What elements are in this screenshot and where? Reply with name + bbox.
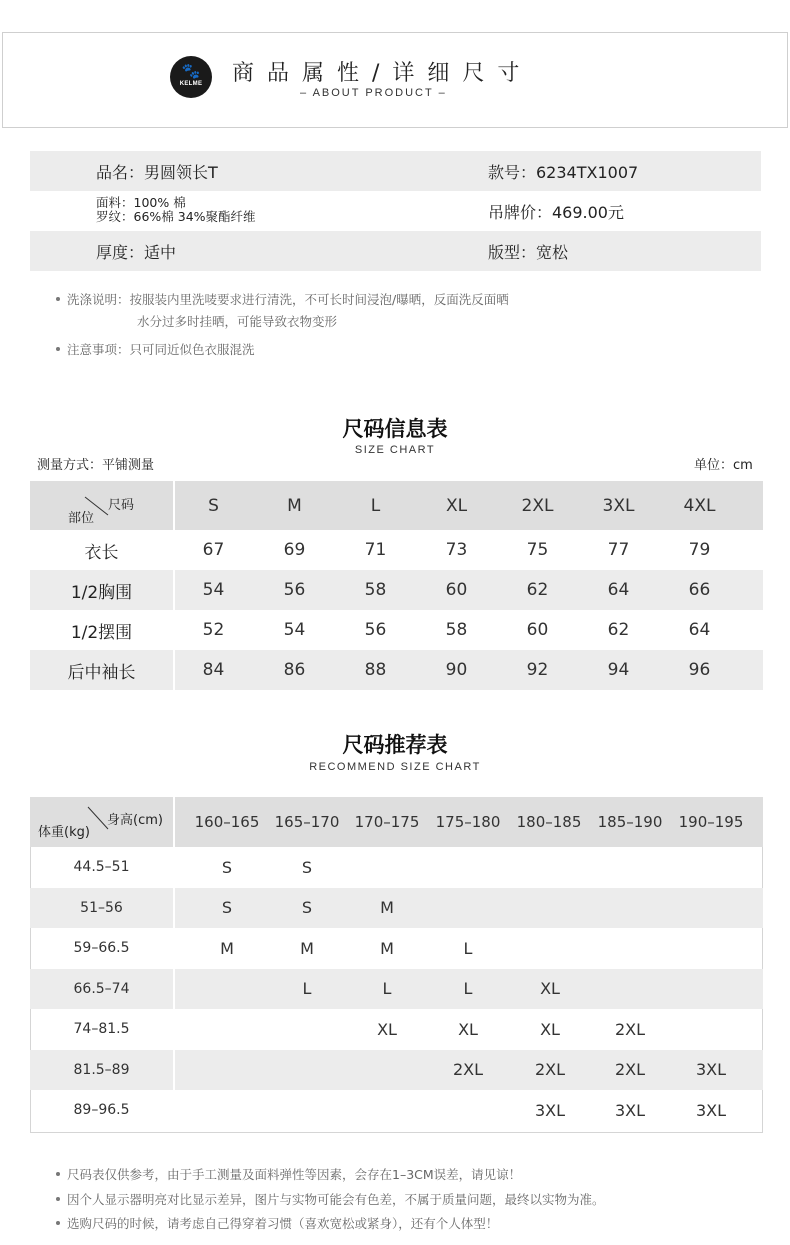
weight-row-label: 89–96.5 (73, 1102, 130, 1119)
column-divider (173, 928, 175, 969)
weight-row-label: 44.5–51 (73, 859, 130, 876)
table-cell: 3XL (534, 1100, 566, 1120)
table-cell (671, 969, 751, 1010)
table-row (30, 888, 763, 929)
table-cell (671, 847, 751, 888)
table-cell: L (463, 979, 473, 999)
table-row (30, 1050, 763, 1091)
row-label: 衣长 (84, 542, 119, 563)
table-cell: 96 (688, 660, 711, 680)
rib-line: 罗纹：66%棉 34%聚酯纤维 (96, 209, 256, 224)
table-cell: M (380, 938, 394, 958)
table-cell (671, 888, 751, 929)
table-cell: 52 (202, 620, 225, 640)
table-cell: 77 (607, 540, 630, 560)
table-cell: 58 (445, 620, 468, 640)
height-col-header: 190–195 (678, 813, 744, 831)
table-cell (428, 1090, 508, 1131)
table-cell: XL (377, 1019, 397, 1039)
table-cell (590, 888, 670, 929)
table-cell: L (463, 938, 473, 958)
corner-cell (30, 481, 173, 530)
table-cell: 90 (445, 660, 468, 680)
table-row (30, 530, 763, 570)
table-cell: XL (458, 1019, 478, 1039)
table-cell (510, 847, 590, 888)
table-row (30, 969, 763, 1010)
table-cell: 3XL (695, 1060, 727, 1080)
corner-bottom-label: 体重(kg) (38, 825, 90, 840)
style-number: 款号：6234TX1007 (488, 162, 639, 182)
height-col-header: 170–175 (354, 813, 420, 831)
table-row (30, 570, 763, 610)
table-cell: 60 (526, 620, 549, 640)
footer-note-text: 选购尺码的时候，请考虑自己得穿着习惯（喜欢宽松或紧身），还有个人体型！ (67, 1216, 499, 1231)
height-col-header: 185–190 (597, 813, 663, 831)
row-label: 1/2摆围 (70, 622, 133, 643)
table-cell: 3XL (614, 1100, 646, 1120)
row-label: 1/2胸围 (70, 582, 133, 603)
table-cell: 67 (202, 540, 225, 560)
table-cell (187, 1009, 267, 1050)
row-label: 后中袖长 (67, 662, 136, 683)
table-cell: 62 (526, 580, 549, 600)
table-cell (428, 888, 508, 929)
height-col-header: 165–170 (274, 813, 340, 831)
header-subtitle: – ABOUT PRODUCT – (300, 87, 447, 99)
table-cell: 56 (364, 620, 387, 640)
column-divider (173, 888, 175, 929)
size-chart-subtitle: SIZE CHART (354, 444, 436, 456)
height-col-header: 180–185 (516, 813, 582, 831)
measure-method: 测量方式：平铺测量 (37, 458, 155, 473)
bullet-icon (56, 1197, 60, 1201)
table-cell: 54 (202, 580, 225, 600)
corner-diagonal (30, 481, 173, 530)
table-cell: 56 (283, 580, 306, 600)
recommend-chart-subtitle: RECOMMEND SIZE CHART (309, 761, 481, 773)
table-cell: 64 (688, 620, 711, 640)
caution-note (56, 340, 255, 358)
table-cell (267, 1009, 347, 1050)
table-cell (590, 928, 670, 969)
weight-row-label: 74–81.5 (73, 1021, 130, 1038)
table-cell: XL (540, 1019, 560, 1039)
table-cell: S (221, 898, 233, 918)
wash-note-text: 洗涤说明：按服装内里洗唛要求进行清洗，不可长时间浸泡/曝晒，反面洗反面晒 (67, 292, 509, 307)
footer-note-3 (56, 1214, 498, 1232)
table-cell (347, 1090, 427, 1131)
column-divider (173, 1009, 175, 1050)
column-divider (173, 797, 175, 847)
size-header-row (30, 481, 763, 530)
size-col-header: L (370, 495, 381, 516)
table-cell: XL (540, 979, 560, 999)
column-divider (173, 1090, 175, 1131)
wash-note (56, 290, 509, 308)
table-cell (187, 969, 267, 1010)
footer-note-1 (56, 1165, 521, 1183)
fabric-info (96, 191, 256, 231)
size-col-header: 2XL (521, 495, 554, 516)
attr-row-thickness (30, 231, 761, 271)
table-cell: 92 (526, 660, 549, 680)
fit-type: 版型：宽松 (488, 242, 569, 262)
caution-note-text: 注意事项：只可同近似色衣服混洗 (67, 342, 255, 357)
table-cell (510, 928, 590, 969)
table-cell (510, 888, 590, 929)
brand-logo (170, 56, 212, 98)
table-row (30, 847, 763, 888)
recommend-header-row (30, 797, 763, 847)
table-cell: 62 (607, 620, 630, 640)
table-cell: 79 (688, 540, 711, 560)
attr-row-name (30, 151, 761, 191)
weight-row-label: 51–56 (80, 899, 123, 916)
table-cell: 66 (688, 580, 711, 600)
table-cell (187, 1090, 267, 1131)
table-cell (671, 1009, 751, 1050)
bullet-icon (56, 347, 60, 351)
unit-label: 单位：cm (694, 458, 753, 473)
table-cell: 54 (283, 620, 306, 640)
fabric-line: 面料：100% 棉 (96, 195, 186, 210)
corner-bottom-label: 部位 (68, 511, 95, 526)
table-row (30, 1090, 763, 1131)
table-cell: M (380, 898, 394, 918)
table-cell: 73 (445, 540, 468, 560)
table-cell: S (301, 857, 313, 877)
weight-row-label: 66.5–74 (73, 980, 130, 997)
table-cell: 2XL (614, 1019, 646, 1039)
table-cell (671, 928, 751, 969)
table-cell: M (220, 938, 234, 958)
table-row (30, 928, 763, 969)
table-cell (347, 1050, 427, 1091)
table-cell: 88 (364, 660, 387, 680)
paw-icon: 🐾 (181, 62, 201, 80)
weight-row-label: 59–66.5 (73, 940, 130, 957)
table-cell: 75 (526, 540, 549, 560)
header-title: 商品属性/详细尺寸 (232, 61, 533, 86)
corner-top-label: 身高(cm) (107, 813, 163, 828)
table-cell: 2XL (614, 1060, 646, 1080)
wash-note-cont: 水分过多时挂晒，可能导致衣物变形 (137, 314, 338, 329)
height-col-header: 175–180 (435, 813, 501, 831)
table-cell: 94 (607, 660, 630, 680)
bullet-icon (56, 297, 60, 301)
column-divider (173, 1050, 175, 1091)
size-col-header: XL (445, 495, 468, 516)
size-col-header: 3XL (602, 495, 635, 516)
size-col-header: S (208, 495, 219, 516)
size-col-header: M (287, 495, 302, 516)
product-name: 品名：男圆领长T (96, 162, 218, 182)
footer-note-text: 尺码表仅供参考，由于手工测量及面料弹性等因素，会存在1–3CM误差，请见谅！ (67, 1167, 522, 1182)
table-cell: 84 (202, 660, 225, 680)
table-cell (267, 1090, 347, 1131)
weight-row-label: 81.5–89 (73, 1061, 130, 1078)
table-cell: 2XL (534, 1060, 566, 1080)
table-cell (187, 1050, 267, 1091)
table-cell: 69 (283, 540, 306, 560)
table-cell (428, 847, 508, 888)
table-cell: 64 (607, 580, 630, 600)
table-cell: L (302, 979, 312, 999)
tag-price: 吊牌价：469.00元 (488, 202, 624, 222)
table-cell (267, 1050, 347, 1091)
bullet-icon (56, 1172, 60, 1176)
footer-note-text: 因个人显示器明亮对比显示差异，图片与实物可能会有色差，不属于质量问题，最终以实物为准。 (67, 1192, 605, 1207)
height-col-header: 160–165 (194, 813, 260, 831)
corner-cell (30, 797, 173, 847)
bullet-icon (56, 1221, 60, 1225)
recommend-chart-title: 尺码推荐表 (342, 733, 448, 757)
footer-note-2 (56, 1190, 605, 1208)
column-divider (173, 847, 175, 888)
table-cell (590, 969, 670, 1010)
table-cell (347, 847, 427, 888)
table-cell: 3XL (695, 1100, 727, 1120)
table-row (30, 1009, 763, 1050)
table-cell: S (301, 898, 313, 918)
table-cell: 71 (364, 540, 387, 560)
table-cell: 86 (283, 660, 306, 680)
table-row (30, 650, 763, 690)
size-chart-title: 尺码信息表 (342, 417, 448, 441)
size-col-header: 4XL (683, 495, 716, 516)
thickness: 厚度：适中 (96, 242, 177, 262)
table-cell: 2XL (452, 1060, 484, 1080)
table-cell: S (221, 857, 233, 877)
table-cell: M (300, 938, 314, 958)
table-cell: L (382, 979, 392, 999)
logo-brand-text: KELME (179, 81, 203, 87)
attr-row-fabric (30, 191, 761, 231)
column-divider (173, 969, 175, 1010)
table-row (30, 610, 763, 650)
table-cell: 58 (364, 580, 387, 600)
table-cell: 60 (445, 580, 468, 600)
corner-top-label: 尺码 (108, 498, 135, 513)
table-cell (590, 847, 670, 888)
